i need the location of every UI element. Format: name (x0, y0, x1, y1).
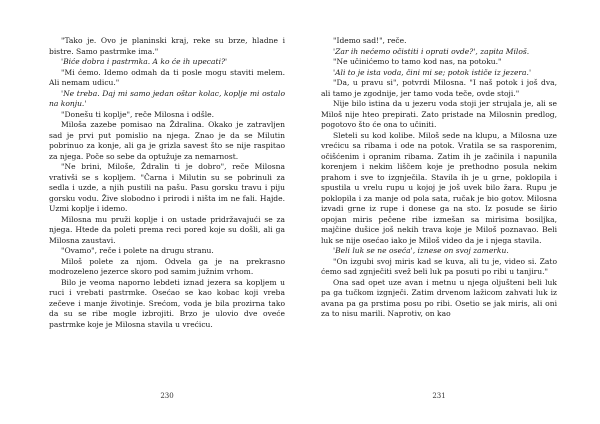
left-paragraph: 'Ne treba. Daj mi samo jedan oštar kolac, koplje mi ostalo na konju.' (49, 88, 285, 108)
right-paragraph: 'Zar ih nećemo očistiti i oprati ovde?', zapita Miloš. (333, 46, 530, 56)
page-number-right: 231 (432, 392, 446, 400)
left-paragraph: Miloša zazebe pomisao na Ždralina. Okako je zatravljen sad je prvi put pomislio na njega. Znao je da se Milutin pobrinuo za konje, ali ga je grizla savest što se nije raspitao za njega. Poče so sebe da optužuje za nemarnost. (49, 120, 285, 161)
page-number-left: 230 (160, 392, 174, 400)
right-paragraph: Nije bilo istina da u jezeru voda stoji jer strujala je, ali se Miloš nije hteo prepirati. Zato pristade na Milosnin predlog, pogotovo što će ona to učiniti. (321, 99, 557, 129)
left-paragraph: Bilo je veoma naporno lebdeti iznad jezera sa kopljem u ruci i vrebati pastrmke. Osećao se kao kobac koji vreba zečeve i manje životinje. Srećom, voda je bila prozirna tako da su se ribe mogle izbrojiti. Brzo je ulovio dve oveće pastrmke koje je Milosna stavila u vrećicu. (49, 277, 285, 329)
right-paragraph: "Ne učinićemo to tamo kod nas, na potoku." (333, 57, 502, 66)
left-paragraph: "Ovamo", reče i polete na drugu stranu. (61, 246, 214, 255)
left-paragraph: "Tako je. Ovo je planinski kraj, reke su brze, hladne i bistre. Samo pastrmke ima." (49, 36, 285, 56)
right-paragraph: "On izgubi svoj miris kad se kuva, ali tu je, video si. Zato ćemo sad zgnječiti svež beli luk pa posuti po ribi u tanjiru." (321, 256, 557, 276)
right-paragraph: 'Beli luk se ne oseća', iznese on svoj zamerku. (333, 246, 509, 255)
right-paragraph: 'Ali to je ista voda, čini mi se; potok ističe iz jezera.' (333, 67, 532, 77)
left-paragraph: "Mi ćemo. Idemo odmah da ti posle mogu staviti melem. Ali nemam udicu." (49, 67, 285, 87)
left-paragraph: Milosna mu pruži koplje i on ustade pridržavajući se za njega. Htede da poleti prema reci pored koje su došli, ali ga Milosna zaustavi. (49, 214, 285, 245)
left-paragraph: Miloš polete za njom. Odvela ga je na prekrasno modrozeleno jezerce skoro pod samim južnim vrhom. (49, 256, 285, 276)
right-paragraph: Ona sad opet uze avan i metnu u njega oljušteni beli luk pa ga tučkom izgnječi. Zatim drvenom lažicom zahvati luk iz avana pa ga prstima posu po ribi. Osetio se jak miris, ali oni za to nisu marili. Naprotiv, on kao (321, 277, 557, 318)
right-paragraph: "Idemo sad!", reče. (333, 36, 407, 45)
left-paragraph: 'Biće dobra i pastrmka. A ko će ih upecati?' (61, 57, 228, 66)
left-paragraph: "Donešu ti koplje", reče Milosna i odšle. (61, 109, 215, 119)
right-paragraph: Sleteli su kod kolibe. Miloš sede na klupu, a Milosna uze vrećicu sa ribama i ode na potok. Vratila se sa rasporenim, očišćenim i opranim ribama. Zatim ih je začinila i napunila korenjem i nekim liščem koje je prethodno posula nekim prahom i sve to izgnječila. Stavila ih je u grne, poklopila i spustila u vrelu rupu u kojoj je još uvek bilo žara. Rupu je poklopila i za manje od pola sata, ručak je bio gotov. Milosna izvadi grne iz rupe i donese ga na sto. Iz posude se širio opojan miris pečene ribe izmešan sa mirisima bosiljka, majčine dušice još nekih trava koje je Miloš poznavao. Beli luk se nije osećao iako je Miloš video da je i njega stavila. (321, 130, 557, 245)
right-page (321, 36, 557, 320)
left-paragraph: "Ne brini, Miloše, Ždralin ti je dobro", reče Milosna vrativši se s kopljem. "Čarna i Milutin su se pobrinuli za sedla i uzde, a njih pustili na pašu. Pasu gorsku travu i piju gorsku vodu. Žive slobodno i prirodi i ništa im ne fali. Hajde. Uzmi koplje i idemo. (49, 162, 285, 213)
right-paragraph: "Da, u pravu si", potvrdi Milosna. "I naš potok i još dva, ali tamo je zgodnije, jer tamo voda teče, ovde stoji." (321, 78, 557, 98)
left-page (49, 36, 285, 330)
